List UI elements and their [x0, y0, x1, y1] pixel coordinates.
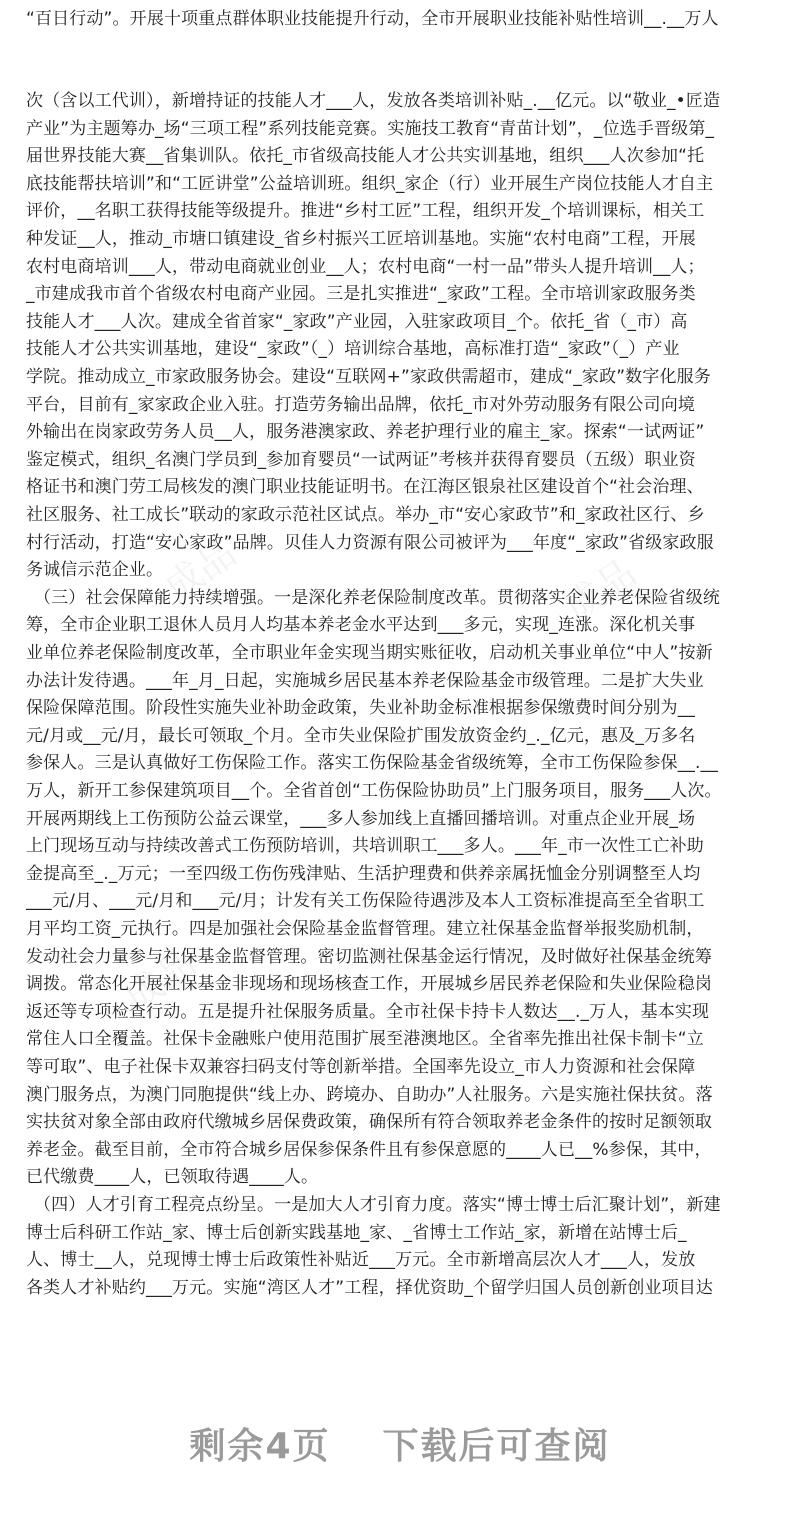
document-line: （三）社会保障能力持续增强。一是深化养老保险制度改革。贯彻落实企业养老保险省级统 — [34, 587, 720, 608]
document-line: 澳门服务点，为澳门同胞提供“线上办、跨境办、自助办”人社服务。六是实施社保扶贫。落 — [26, 1084, 713, 1105]
document-line: 务诚信示范企业。 — [26, 560, 164, 581]
remaining-pages-banner[interactable] — [0, 1418, 800, 1469]
document-line: _市建成我市首个省级农村电商产业园。三是扎实推进“_家政”工程。全市培训家政服务类 — [26, 284, 696, 305]
document-line: 农村电商培训___人，带动电商就业创业__人；农村电商“一村一品”带头人提升培训__人； — [26, 256, 705, 277]
document-line: 各类人才补贴约___万元。实施“湾区人才”工程，择优资助_个留学归国人员创新创业项目达 — [26, 1277, 714, 1298]
document-line: 格证书和澳门劳工局核发的澳门职业技能证明书。在江海区银泉社区建设首个“社会治理、 — [26, 477, 704, 498]
document-line: 返还等专项检查行动。五是提升社保服务质量。全市社保卡持卡人数达__._万人，基本实现 — [26, 1001, 710, 1022]
document-line: 业单位养老保险制度改革，全市职业年金实现当期实账征收，启动机关事业单位“中人”按新 — [26, 643, 713, 663]
document-line: 鉴定模式，组织_名澳门学员到_参加育婴员“一试两证”考核并获得育婴员（五级）职业资 — [26, 449, 696, 470]
watermark: 成品 — [556, 550, 644, 631]
document-line: 村行活动，打造“安心家政”品牌。贝佳人力资源有限公司被评为___年度“_家政”省级家政服 — [26, 532, 714, 553]
document-line: 产业”为主题筹办_场“三项工程”系列技能竞赛。实施技工教育“青苗计划”，_位选手晋级第_ — [26, 118, 715, 139]
document-line: 月平均工资_元执行。四是加强社会保险基金监督管理。建立社保基金监督举报奖励机制， — [26, 919, 704, 939]
document-line: ___元/月、___元/月和___元/月；计发有关工伤保险待遇涉及本人工资标准提高至全省职工 — [26, 891, 705, 912]
document-line: 调拨。常态化开展社保基金非现场和现场核查工作，开展城乡居民养老保险和失业保险稳岗 — [26, 974, 712, 995]
document-line: 开展两期线上工伤预防公益云课堂，___多人参加线上直播回播培训。对重点企业开展_场 — [26, 808, 696, 829]
document-line: 上门现场互动与持续改善式工伤预防培训，共培训职工___多人。___年_市一次性工亡补助 — [26, 836, 704, 857]
document-line: 外输出在岗家政劳务人员__人，服务港澳家政、养老护理行业的雇主_家。探索“一试两证” — [26, 422, 705, 443]
document-line: 常住人口全覆盖。社保卡金融账户使用范围扩展至港澳地区。全省率先推出社保卡制卡“立 — [26, 1029, 704, 1050]
document-line: 养老金。截至目前，全市符合城乡居保参保条件且有参保意愿的____人已__%参保，其中， — [26, 1139, 712, 1160]
document-line: 学院。推动成立_市家政服务协会。建设“互联网+”家政供需超市，建成“_家政”数字化服务 — [26, 367, 711, 387]
document-line: 人、博士__人，兑现博士博士后政策性补贴近___万元。全市新增高层次人才___人，发放 — [26, 1250, 696, 1271]
document-line: 元/月或__元/月，最长可领取_个月。全市失业保险扩围发放资金约_._亿元，惠及_万多名 — [26, 725, 696, 746]
document-line: 等可取”、电子社保卡双兼容扫码支付等创新举措。全国率先设立_市人力资源和社会保障 — [26, 1057, 696, 1077]
document-line: 办法计发待遇。___年_月_日起，实施城乡居民基本养老保险基金市级管理。二是扩大失业 — [26, 670, 704, 691]
document-line: 筹，全市企业职工退休人员月人均基本养老金水平达到___多元，实现_连涨。深化机关事 — [26, 615, 696, 636]
download-hint-label: 下载后可查阅 — [382, 1426, 611, 1467]
document-line: 次（含以工代训），新增持证的技能人才___人，发放各类培训补贴_.__亿元。以“敬业_•匠造 — [26, 91, 721, 111]
document-line: 金提高至_._万元；一至四级工伤伤残津贴、生活护理费和供养亲属抚恤金分别调整至人均 — [26, 863, 701, 884]
remaining-pages-label: 剩余4页 — [189, 1426, 331, 1467]
document-line: 已代缴费____人，已领取待遇____人。 — [26, 1167, 319, 1188]
document-line: 发动社会力量参与社保基金监督管理。密切监测社保基金运行情况，及时做好社保基金统筹 — [26, 946, 712, 967]
watermark: 成品 — [116, 940, 204, 1021]
document-line: 万人，新开工参保建筑项目__个。全省首创“工伤保险协助员”上门服务项目，服务___人次。 — [26, 781, 722, 801]
document-line: 底技能帮扶培训”和“工匠讲堂”公益培训班。组织_家企（行）业开展生产岗位技能人才自主 — [26, 173, 714, 194]
document-line: 参保人。三是认真做好工伤保险工作。落实工伤保险基金省级统筹，全市工伤保险参保__.__ — [26, 753, 718, 774]
document-line: 技能人才___人次。建成全省首家“_家政”产业园，入驻家政项目_个。依托_省（_市）高 — [26, 311, 688, 332]
document-line: 实扶贫对象全部由政府代缴城乡居保费政策，确保所有符合领取养老金条件的按时足额领取 — [26, 1112, 712, 1133]
document-line: 届世界技能大赛__省集训队。依托_市省级高技能人才公共实训基地，组织___人次参加“托 — [26, 146, 705, 167]
document-line: 种发证__人，推动_市塘口镇建设_省乡村振兴工匠培训基地。实施“农村电商”工程，开展 — [26, 229, 696, 249]
watermark: 成品 — [156, 530, 244, 611]
document-line: （四）人才引育工程亮点纷呈。一是加大人才引育力度。落实“博士博士后汇聚计划”，新建 — [34, 1195, 721, 1215]
document-line: 评价，__名职工获得技能等级提升。推进“乡村工匠”工程，组织开发_个培训课标，相关工 — [26, 201, 705, 222]
document-line: 平台，目前有_家家政企业入驻。打造劳务输出品牌，依托_市对外劳动服务有限公司向境 — [26, 394, 695, 415]
document-line: 技能人才公共实训基地，建设“_家政”（_）培训综合基地，高标准打造“_家政”（_）产业 — [26, 339, 680, 360]
document-line: 社区服务、社工成长”联动的家政示范社区试点。举办_市“安心家政节”和_家政社区行、乡 — [26, 505, 705, 525]
document-line: 保险保障范围。阶段性实施失业补助金政策，失业补助金标准根据参保缴费时间分别为__ — [26, 698, 695, 719]
document-line: “百日行动”。开展十项重点群体职业技能提升行动，全市开展职业技能补贴性培训__.__万人 — [26, 9, 719, 29]
document-line: 博士后科研工作站_家、博士后创新实践基地_家、_省博士工作站_家，新增在站博士后_ — [26, 1222, 687, 1243]
